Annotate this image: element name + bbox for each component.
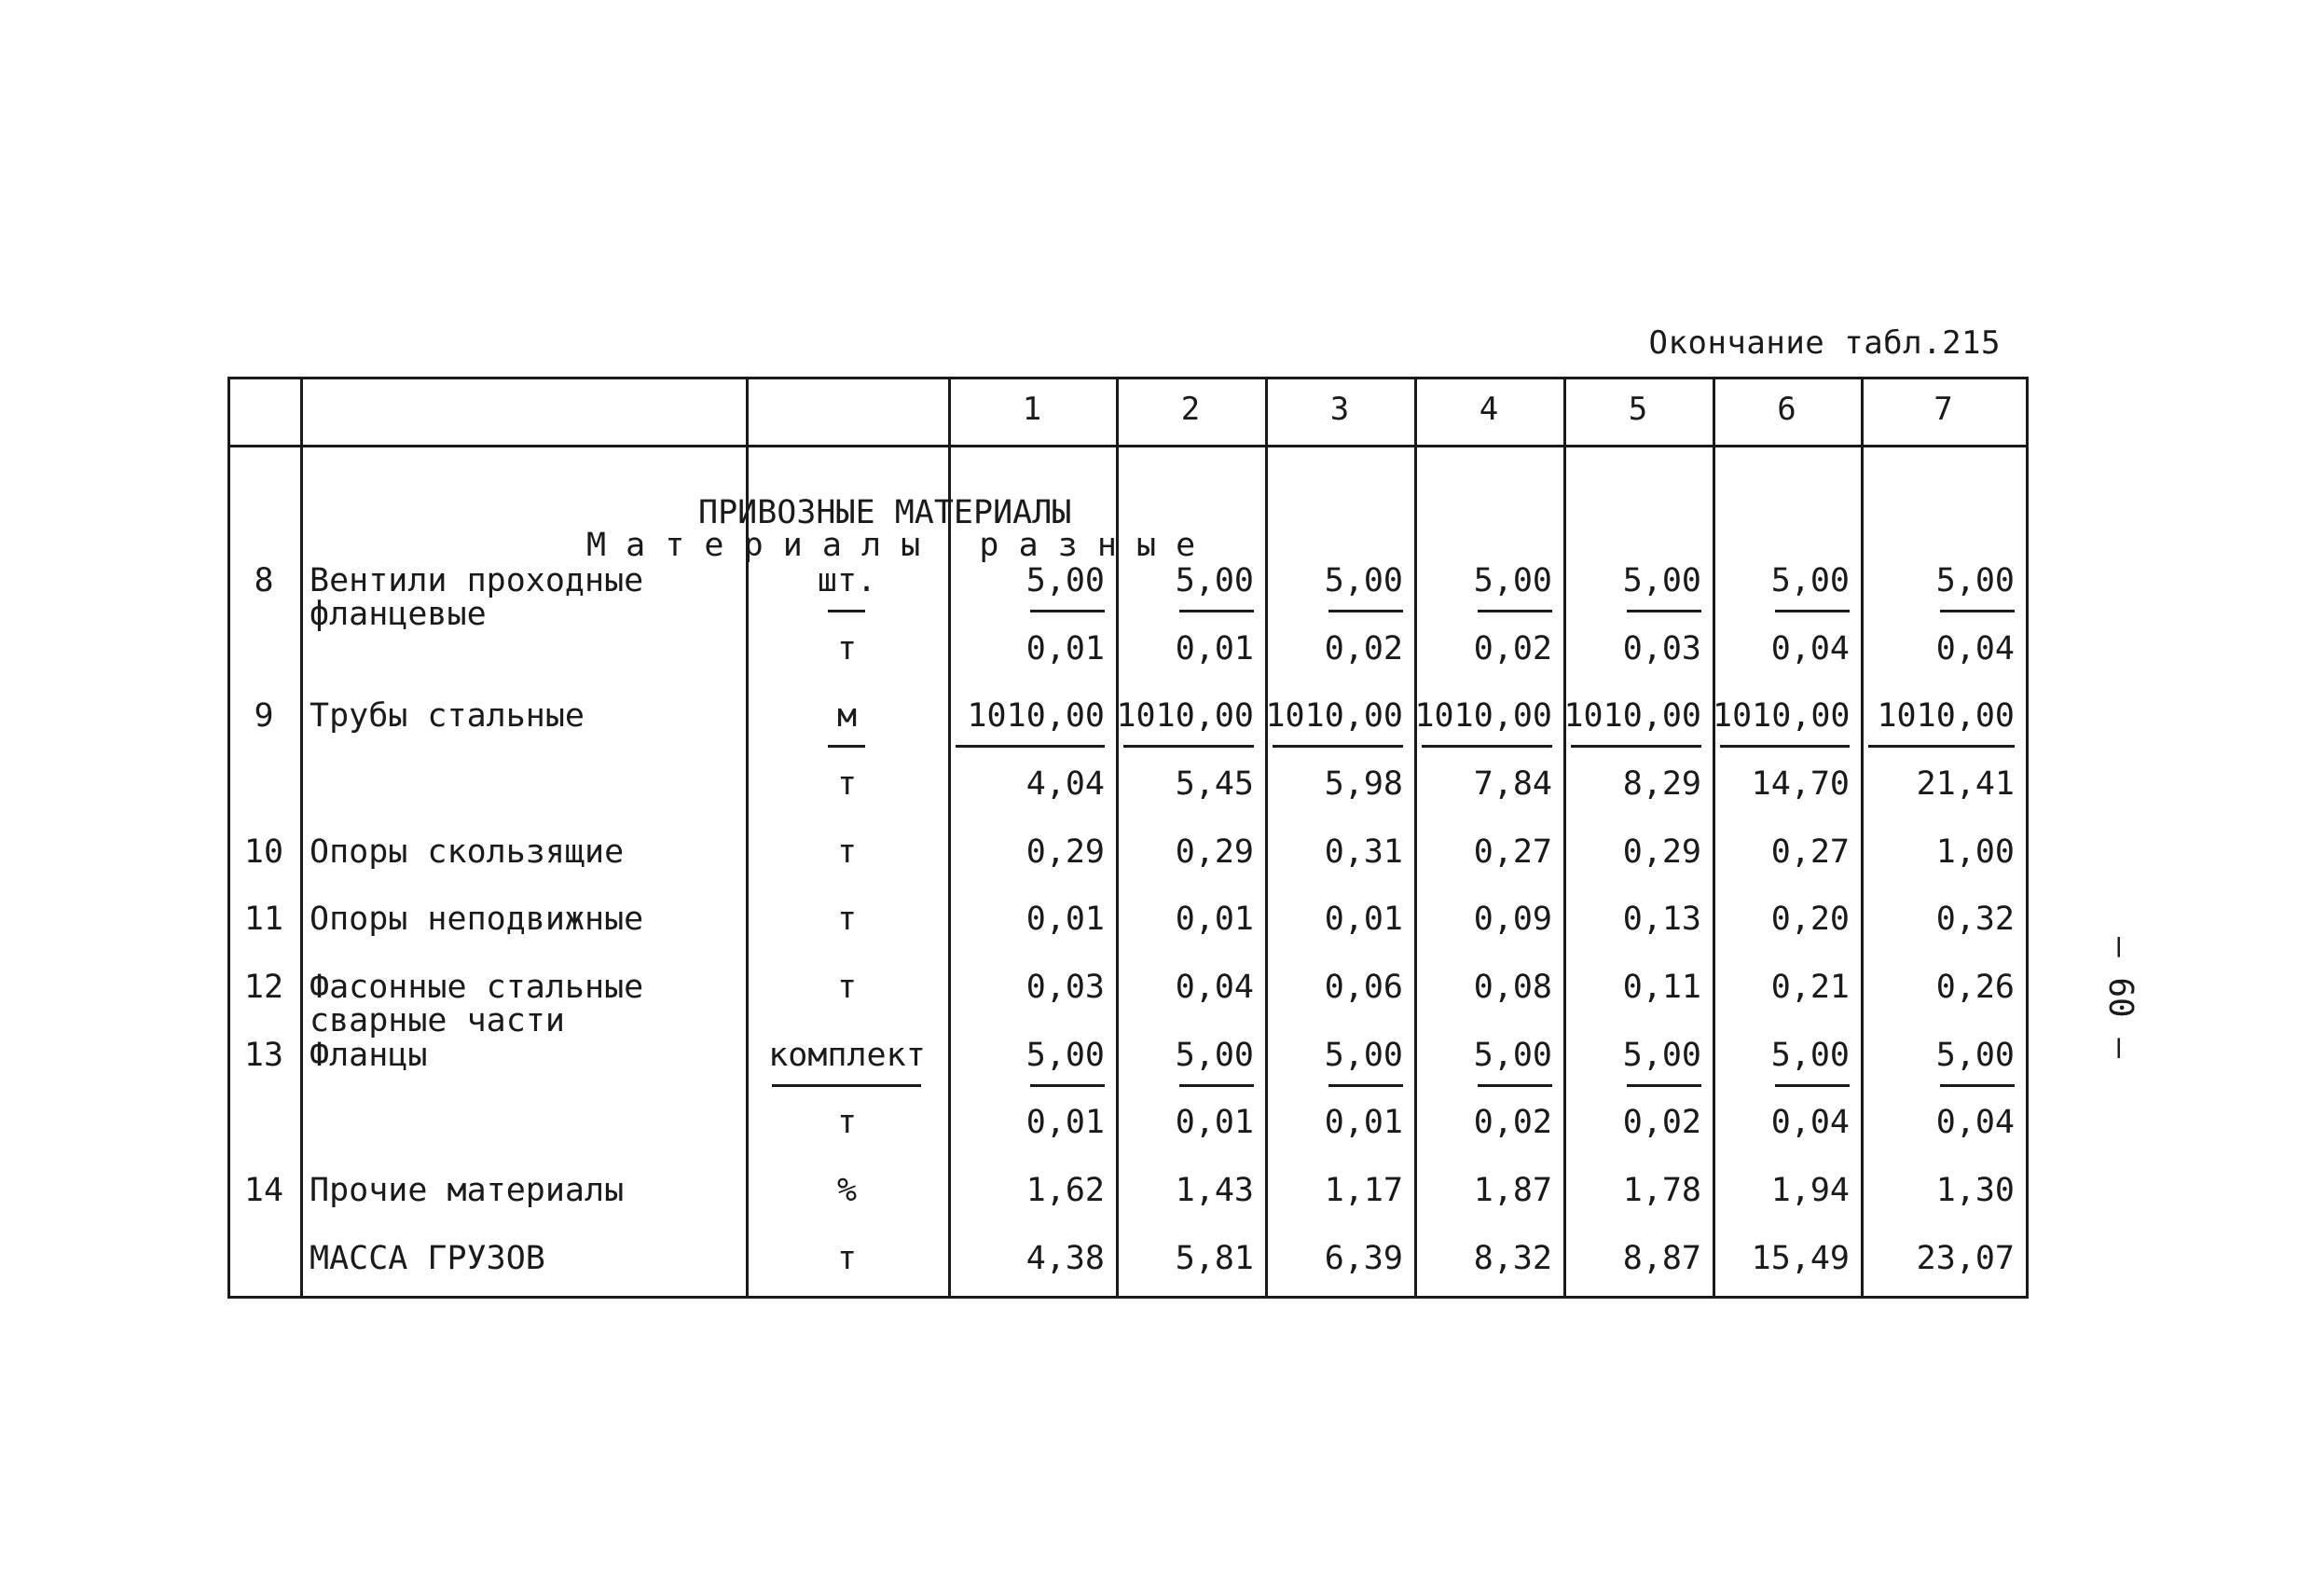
value-cell: 0,04 [1935, 630, 2015, 667]
column-header: 7 [1934, 391, 1953, 428]
column-header: 3 [1329, 391, 1350, 428]
value-cell: 0,01 [1175, 1104, 1254, 1141]
value-cell: 0,01 [1025, 901, 1105, 938]
value-cell: 5,00 [1935, 562, 2015, 599]
value-cell: 1,00 [1935, 833, 2015, 871]
value-cell: 5,00 [1473, 1037, 1552, 1074]
column-divider [300, 379, 303, 1296]
material-name: Фасонные стальные [310, 969, 644, 1006]
value-cell: 5,00 [1025, 562, 1105, 599]
material-name: Трубы стальные [310, 697, 585, 735]
value-cell: 0,01 [1175, 630, 1254, 667]
value-cell: 1010,00 [1414, 697, 1552, 735]
value-cell: 0,04 [1935, 1104, 2015, 1141]
fraction-rule [1179, 610, 1254, 612]
unit-label: т [836, 630, 858, 667]
value-cell: 0,11 [1622, 969, 1701, 1006]
column-header: 5 [1628, 391, 1648, 428]
row-number: 9 [254, 697, 274, 735]
value-cell: 5,45 [1175, 765, 1254, 803]
value-cell: 8,32 [1473, 1240, 1552, 1277]
unit-label: т [836, 1104, 858, 1141]
material-name: Вентили проходные [310, 562, 644, 599]
value-cell: 6,39 [1324, 1240, 1403, 1277]
value-cell: 1,94 [1770, 1172, 1850, 1209]
value-cell: 0,29 [1025, 833, 1105, 871]
value-cell: 1,62 [1025, 1172, 1105, 1209]
page-number: – 60 – [2101, 937, 2140, 1059]
value-cell: 23,07 [1916, 1240, 2015, 1277]
row-number: 10 [243, 833, 284, 871]
row-number: 14 [243, 1172, 284, 1209]
value-cell: 1010,00 [1563, 697, 1701, 735]
value-cell: 7,84 [1473, 765, 1552, 803]
fraction-rule [1940, 1084, 2015, 1087]
unit-rule [828, 745, 865, 748]
value-cell: 0,04 [1770, 630, 1850, 667]
unit-label: т [836, 1240, 858, 1277]
value-cell: 0,01 [1175, 901, 1254, 938]
value-cell: 0,26 [1935, 969, 2015, 1006]
unit-label: % [836, 1172, 858, 1209]
section-title: ПРИВОЗНЫЕ МАТЕРИАЛЫ [698, 494, 1072, 531]
value-cell: 0,09 [1473, 901, 1552, 938]
fraction-rule [1478, 1084, 1552, 1087]
value-cell: 1,43 [1175, 1172, 1254, 1209]
value-cell: 5,00 [1175, 562, 1254, 599]
unit-label: т [836, 969, 858, 1006]
value-cell: 0,06 [1324, 969, 1403, 1006]
value-cell: 0,02 [1473, 630, 1552, 667]
unit-rule [828, 610, 865, 612]
value-cell: 4,04 [1025, 765, 1105, 803]
materials-table [227, 377, 2029, 1299]
row-number: 11 [243, 901, 284, 938]
fraction-rule [1478, 610, 1552, 612]
material-name: МАССА ГРУЗОВ [310, 1240, 545, 1277]
material-name-continued: фланцевые [310, 596, 487, 633]
column-header: 1 [1022, 391, 1042, 428]
fraction-rule [1627, 610, 1701, 612]
value-cell: 0,01 [1025, 1104, 1105, 1141]
column-divider [2026, 379, 2029, 1296]
fraction-rule [1123, 745, 1254, 748]
fraction-rule [1179, 1084, 1254, 1087]
fraction-rule [1328, 610, 1403, 612]
value-cell: 5,00 [1622, 1037, 1701, 1074]
value-cell: 0,02 [1324, 630, 1403, 667]
unit-rule [772, 1084, 921, 1087]
fraction-rule [1940, 610, 2015, 612]
value-cell: 1,30 [1935, 1172, 2015, 1209]
value-cell: 1010,00 [1116, 697, 1254, 735]
row-number: 12 [243, 969, 284, 1006]
fraction-rule [1030, 610, 1105, 612]
header-divider [227, 445, 2029, 447]
value-cell: 5,00 [1175, 1037, 1254, 1074]
row-number: 8 [254, 562, 274, 599]
fraction-rule [1422, 745, 1552, 748]
value-cell: 0,01 [1324, 1104, 1403, 1141]
value-cell: 0,27 [1770, 833, 1850, 871]
value-cell: 5,00 [1770, 562, 1850, 599]
value-cell: 0,08 [1473, 969, 1552, 1006]
unit-label: т [836, 901, 858, 938]
value-cell: 0,31 [1324, 833, 1403, 871]
material-name: Опоры неподвижные [310, 901, 644, 938]
value-cell: 15,49 [1751, 1240, 1850, 1277]
value-cell: 0,29 [1175, 833, 1254, 871]
value-cell: 5,00 [1770, 1037, 1850, 1074]
value-cell: 5,00 [1324, 562, 1403, 599]
unit-label: т [836, 765, 858, 803]
material-name: Прочие материалы [310, 1172, 625, 1209]
value-cell: 0,02 [1622, 1104, 1701, 1141]
material-name: Фланцы [310, 1037, 428, 1074]
row-number: 13 [243, 1037, 284, 1074]
unit-label: м [836, 697, 858, 735]
value-cell: 0,01 [1025, 630, 1105, 667]
value-cell: 0,29 [1622, 833, 1701, 871]
section-subtitle: М а т е р и а л ы р а з н ы е [586, 527, 1196, 564]
value-cell: 1010,00 [1265, 697, 1403, 735]
value-cell: 5,98 [1324, 765, 1403, 803]
value-cell: 5,81 [1175, 1240, 1254, 1277]
fraction-rule [1627, 1084, 1701, 1087]
value-cell: 0,32 [1935, 901, 2015, 938]
value-cell: 1010,00 [1877, 697, 2015, 735]
unit-label: комплект [768, 1037, 926, 1074]
fraction-rule [1720, 745, 1850, 748]
value-cell: 1,87 [1473, 1172, 1552, 1209]
value-cell: 8,87 [1622, 1240, 1701, 1277]
fraction-rule [956, 745, 1105, 748]
fraction-rule [1030, 1084, 1105, 1087]
value-cell: 1010,00 [1713, 697, 1851, 735]
value-cell: 21,41 [1916, 765, 2015, 803]
value-cell: 0,03 [1622, 630, 1701, 667]
value-cell: 0,03 [1025, 969, 1105, 1006]
value-cell: 0,04 [1770, 1104, 1850, 1141]
value-cell: 0,13 [1622, 901, 1701, 938]
fraction-rule [1775, 610, 1850, 612]
value-cell: 0,21 [1770, 969, 1850, 1006]
value-cell: 1,78 [1622, 1172, 1701, 1209]
value-cell: 0,27 [1473, 833, 1552, 871]
value-cell: 1,17 [1324, 1172, 1403, 1209]
column-header: 4 [1479, 391, 1499, 428]
column-header: 6 [1777, 391, 1796, 428]
value-cell: 0,01 [1324, 901, 1403, 938]
fraction-rule [1273, 745, 1403, 748]
column-header: 2 [1180, 391, 1201, 428]
fraction-rule [1775, 1084, 1850, 1087]
unit-label: т [836, 833, 858, 871]
material-name: Опоры скользящие [310, 833, 625, 871]
value-cell: 5,00 [1935, 1037, 2015, 1074]
fraction-rule [1328, 1084, 1403, 1087]
value-cell: 5,00 [1473, 562, 1552, 599]
value-cell: 0,04 [1175, 969, 1254, 1006]
material-name-continued: сварные части [310, 1002, 565, 1039]
value-cell: 1010,00 [967, 697, 1105, 735]
table-caption: Окончание табл.215 [1648, 324, 2001, 362]
value-cell: 14,70 [1751, 765, 1850, 803]
value-cell: 5,00 [1025, 1037, 1105, 1074]
unit-label: шт. [817, 562, 877, 599]
value-cell: 5,00 [1622, 562, 1701, 599]
value-cell: 4,38 [1025, 1240, 1105, 1277]
value-cell: 0,20 [1770, 901, 1850, 938]
fraction-rule [1868, 745, 2015, 748]
value-cell: 5,00 [1324, 1037, 1403, 1074]
value-cell: 8,29 [1622, 765, 1701, 803]
fraction-rule [1571, 745, 1701, 748]
value-cell: 0,02 [1473, 1104, 1552, 1141]
